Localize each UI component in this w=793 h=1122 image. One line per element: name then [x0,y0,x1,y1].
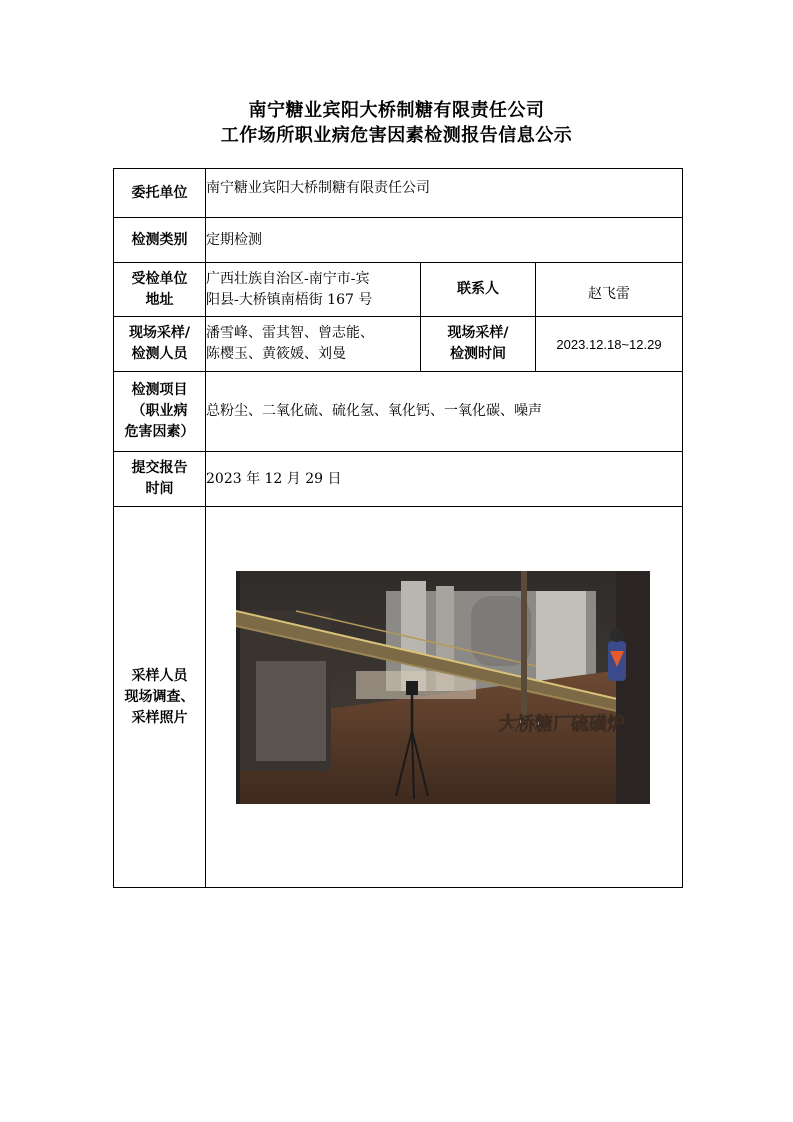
items-label [114,372,206,452]
address-label-line2: 地址 [145,291,174,308]
time-label-line2: 检测时间 [450,346,506,362]
items-value: 总粉尘、二氧化硫、硫化氢、氧化钙、一氧化碳、噪声 [206,372,683,452]
items-label-line3: 危害因素） [124,424,195,440]
address-label-line1: 受检单位 [131,270,188,287]
address-label [114,263,206,317]
staff-value-line2: 陈樱玉、黄筱媛、刘曼 [206,346,346,362]
photo-label [114,507,206,888]
photo-label-line3: 采样照片 [131,709,188,726]
photo-label-line1: 采样人员 [131,667,188,684]
category-label: 检测类别 [114,218,206,263]
row-client [114,169,683,218]
photo-label-line2: 现场调查、 [124,688,195,705]
client-value: 南宁糖业宾阳大桥制糖有限责任公司 [206,169,683,218]
row-staff [114,317,683,372]
site-photo [236,571,650,804]
photo-caption: 大桥糖厂硫磺炉 [499,713,625,735]
document-title-line2: 工作场所职业病危害因素检测报告信息公示 [220,125,573,146]
staff-value-line1: 潘雪峰、雷其智、曾志能、 [206,325,374,341]
row-address [114,263,683,317]
staff-label [114,317,206,372]
staff-label-line1: 现场采样/ [128,325,191,341]
address-value-line1: 广西壮族自治区-南宁市-宾 [206,270,370,287]
row-report [114,452,683,507]
photo-wrap [206,508,682,887]
contact-label: 联系人 [421,263,536,317]
row-category [114,218,683,263]
row-items [114,372,683,452]
time-label [421,317,536,372]
staff-label-line2: 检测人员 [131,346,188,362]
document-title-line1: 南宁糖业宾阳大桥制糖有限责任公司 [248,100,545,121]
address-value-line2: 阳县-大桥镇南梧街 167 号 [206,291,373,308]
client-label: 委托单位 [114,169,206,218]
items-label-line2: （职业病 [131,403,188,419]
time-label-line1: 现场采样/ [447,325,509,341]
category-value: 定期检测 [206,218,683,263]
report-label-line1: 提交报告 [131,460,188,476]
row-photo [114,507,683,888]
photo-cell [206,507,683,888]
report-label-line2: 时间 [145,481,174,497]
contact-value: 赵飞雷 [536,263,683,317]
report-value: 2023 年 12 月 29 日 [206,452,683,507]
info-table [113,168,683,888]
items-label-line1: 检测项目 [131,382,188,398]
report-label [114,452,206,507]
time-value: 2023.12.18~12.29 [536,317,683,372]
staff-value [206,317,421,372]
address-value [206,263,421,317]
